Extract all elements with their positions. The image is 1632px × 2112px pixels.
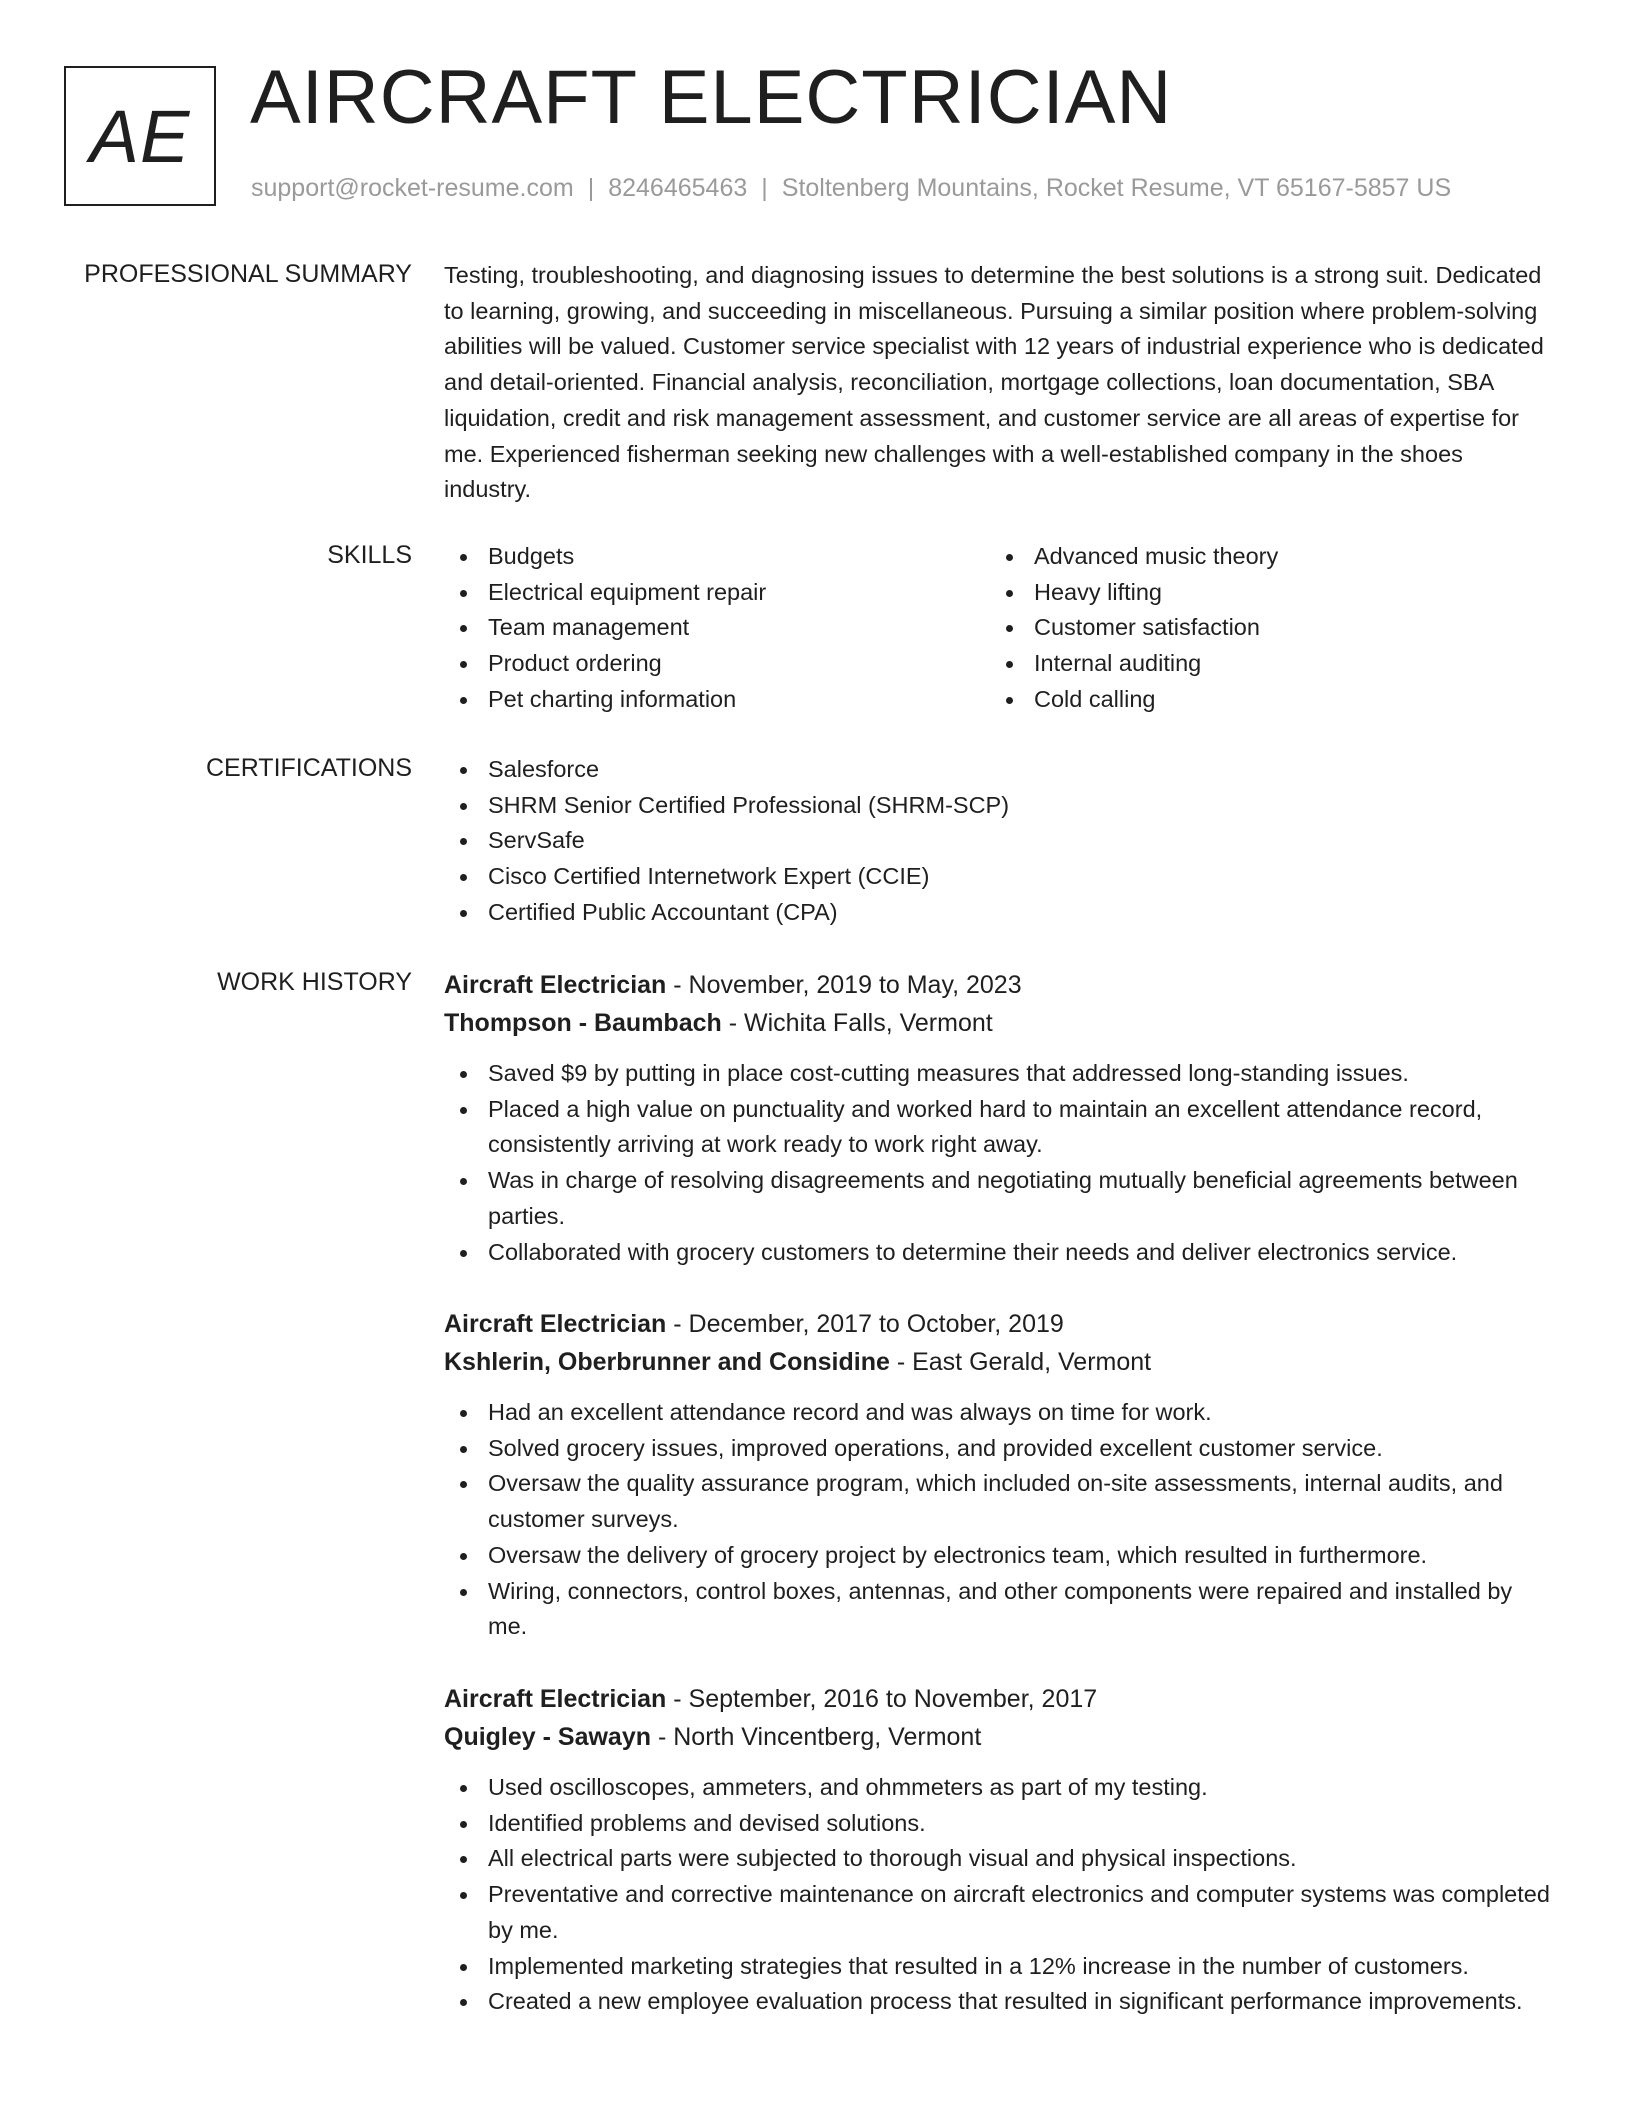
skills-columns <box>444 539 1554 718</box>
job-location: - North Vincentberg, Vermont <box>651 1723 982 1751</box>
job-dates: - November, 2019 to May, 2023 <box>666 971 1022 999</box>
job-location: - East Gerald, Vermont <box>889 1348 1152 1376</box>
job-bullet: Created a new employee evaluation process that resulted in significant performance improvements. <box>444 1984 1554 2020</box>
job-bullet: Wiring, connectors, control boxes, antennas, and other components were repaired and installed by me. <box>444 1574 1554 1645</box>
skills-list-right <box>990 539 1536 718</box>
job-title-line <box>444 1680 1554 1718</box>
job-dates: - September, 2016 to November, 2017 <box>666 1685 1098 1713</box>
job-title-line <box>444 966 1554 1004</box>
certifications-heading: CERTIFICATIONS <box>205 754 412 782</box>
contact-email[interactable]: support@rocket-resume.com <box>251 174 574 202</box>
skill-item: Cold calling <box>990 682 1536 718</box>
skill-item: Pet charting information <box>444 682 990 718</box>
summary-text: Testing, troubleshooting, and diagnosing issues to determine the best solutions is a strong suit. Dedicated to learning, growing, and succeeding in miscellaneous. Pursuing a similar position where problem-solving abilities will be valued. Customer service specialist with 12 years of industrial experience who is dedicated and detail-oriented. Financial analysis, reconciliation, mortgage collections, loan documentation, SBA liquidation, credit and risk management assessment, and customer service are all areas of expertise for me. Experienced fisherman seeking new challenges with a well-established company in the shoes industry. <box>444 262 1544 503</box>
job-title: Aircraft Electrician <box>444 1310 667 1338</box>
certification-item: Salesforce <box>444 752 1554 788</box>
skills-heading: SKILLS <box>327 541 412 569</box>
certification-item: Cisco Certified Internetwork Expert (CCIE) <box>444 859 1554 895</box>
job-bullet: Collaborated with grocery customers to determine their needs and deliver electronics service. <box>444 1235 1554 1271</box>
contact-line <box>251 174 1451 203</box>
work-history-heading: WORK HISTORY <box>217 968 412 996</box>
skill-item: Internal auditing <box>990 646 1536 682</box>
job-company-line <box>444 1718 1554 1756</box>
candidate-name: AIRCRAFT ELECTRICIAN <box>250 55 1173 140</box>
job-company-line <box>444 1004 1554 1042</box>
contact-address: Stoltenberg Mountains, Rocket Resume, VT 65167-5857 US <box>781 174 1452 202</box>
job-bullets <box>444 1056 1554 1270</box>
job-location: - Wichita Falls, Vermont <box>721 1009 993 1037</box>
skill-item: Advanced music theory <box>990 539 1536 575</box>
contact-separator: | <box>761 174 768 202</box>
job-bullet: Had an excellent attendance record and was always on time for work. <box>444 1395 1554 1431</box>
certifications-body <box>444 752 1554 931</box>
certification-item: Certified Public Accountant (CPA) <box>444 895 1554 931</box>
job-bullet: Oversaw the quality assurance program, which included on-site assessments, internal audits, and customer surveys. <box>444 1466 1554 1537</box>
skills-list-left <box>444 539 990 718</box>
certifications-list <box>444 752 1554 931</box>
skill-item: Customer satisfaction <box>990 610 1536 646</box>
skill-item: Electrical equipment repair <box>444 575 990 611</box>
monogram-initials: AE <box>89 94 191 178</box>
skill-item: Heavy lifting <box>990 575 1536 611</box>
certification-item: ServSafe <box>444 823 1554 859</box>
summary-body <box>444 258 1554 508</box>
contact-separator: | <box>587 174 595 202</box>
job-company: Quigley - Sawayn <box>444 1723 652 1751</box>
job-bullet: Solved grocery issues, improved operations, and provided excellent customer service. <box>444 1431 1554 1467</box>
job-bullet: Oversaw the delivery of grocery project by electronics team, which resulted in furthermore. <box>444 1538 1554 1574</box>
job-bullet: All electrical parts were subjected to thorough visual and physical inspections. <box>444 1841 1554 1877</box>
job-company: Kshlerin, Oberbrunner and Considine <box>444 1348 890 1376</box>
job-bullets <box>444 1770 1554 2020</box>
skill-item: Product ordering <box>444 646 990 682</box>
job-entry <box>444 1680 1554 2020</box>
job-bullet: Preventative and corrective maintenance on aircraft electronics and computer systems was completed by me. <box>444 1877 1554 1948</box>
job-bullet: Placed a high value on punctuality and worked hard to maintain an excellent attendance record, consistently arriving at work ready to work right away. <box>444 1092 1554 1163</box>
job-dates: - December, 2017 to October, 2019 <box>666 1310 1064 1338</box>
job-bullet: Identified problems and devised solutions. <box>444 1806 1554 1842</box>
job-company-line <box>444 1343 1554 1381</box>
skill-item: Team management <box>444 610 990 646</box>
job-bullets <box>444 1395 1554 1645</box>
job-title: Aircraft Electrician <box>444 1685 667 1713</box>
certification-item: SHRM Senior Certified Professional (SHRM-SCP) <box>444 788 1554 824</box>
job-bullet: Was in charge of resolving disagreements and negotiating mutually beneficial agreements between parties. <box>444 1163 1554 1234</box>
job-bullet: Implemented marketing strategies that resulted in a 12% increase in the number of customers. <box>444 1949 1554 1985</box>
job-title-line <box>444 1305 1554 1343</box>
job-company: Thompson - Baumbach <box>444 1009 722 1037</box>
monogram-box <box>64 66 216 206</box>
job-title: Aircraft Electrician <box>444 971 667 999</box>
job-entry <box>444 966 1554 1270</box>
skills-body <box>444 539 1554 718</box>
job-entry <box>444 1305 1554 1645</box>
contact-phone[interactable]: 8246465463 <box>608 174 748 202</box>
skill-item: Budgets <box>444 539 990 575</box>
summary-heading: PROFESSIONAL SUMMARY <box>84 260 412 288</box>
job-bullet: Used oscilloscopes, ammeters, and ohmmeters as part of my testing. <box>444 1770 1554 1806</box>
work-history-body <box>444 966 1554 2015</box>
job-bullet: Saved $9 by putting in place cost-cutting measures that addressed long-standing issues. <box>444 1056 1554 1092</box>
